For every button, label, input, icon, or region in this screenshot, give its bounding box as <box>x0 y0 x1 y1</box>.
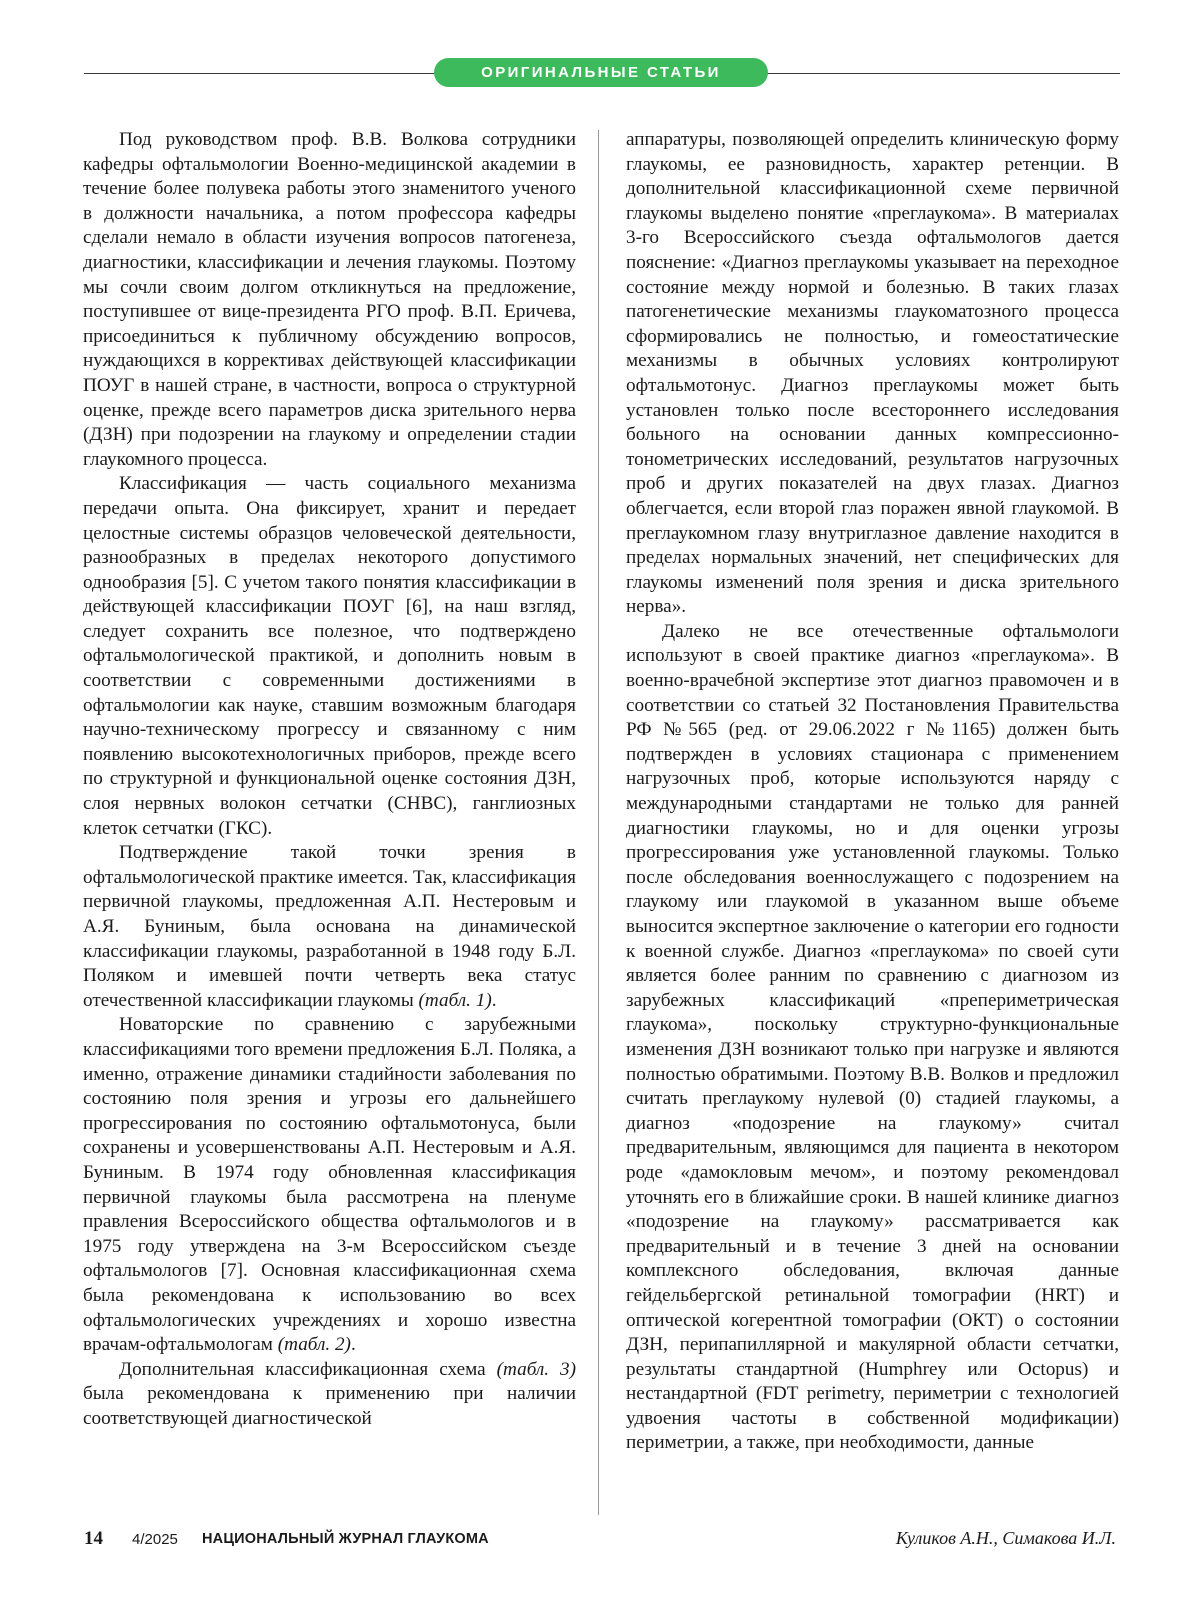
table-reference: (табл. 1) <box>419 990 492 1011</box>
table-reference: (табл. 2) <box>278 1334 351 1355</box>
page-footer <box>84 1528 1116 1554</box>
paragraph: Классификация — часть социального механизма передачи опыта. Она фиксирует, хранит и передает целостные системы образцов человеческой деятельности, разнообразных в пределах некоторого допустимого однообразия [5]. С учетом такого понятия классификации в действующей классификации ПОУГ [6], на наш взгляд, следует сохранить все полезное, что подтверждено офтальмологической практикой, и дополнить новым в соответствии с современными достижениями в офтальмологии как науке, ставшим возможным благодаря научно-техническому прогрессу и связанному с ним появлению высокотехнологичных приборов, прежде всего по структурной и функциональной оценке состояния ДЗН, слоя нервных волокон сетчатки (СНВС), ганглиозных клеток сетчатки (ГКС). <box>83 472 576 841</box>
authors: Куликов А.Н., Симакова И.Л. <box>896 1528 1116 1549</box>
table-reference: (табл. 3) <box>497 1359 576 1380</box>
paragraph <box>83 1358 576 1432</box>
paragraph-text: была рекомендована к применению при наличии соответствующей диагностической <box>83 1383 576 1429</box>
journal-title: НАЦИОНАЛЬНЫЙ ЖУРНАЛ ГЛАУКОМА <box>202 1531 489 1547</box>
left-column <box>83 128 576 1431</box>
paragraph: Под руководством проф. В.В. Волкова сотрудники кафедры офтальмологии Военно-медицинской академии в течение более полувека работы этого знаменитого ученого в должности начальника, а потом профессора кафедры сделали немало в области изучения вопросов патогенеза, диагностики, классификации и лечения глаукомы. Поэтому мы сочли своим долгом откликнуться на предложение, поступившее от вице-президента РГО проф. В.П. Еричева, присоединиться к публичному обсуждению вопросов, нуждающихся в коррективах действующей классификации ПОУГ в нашей стране, в частности, вопроса о структурной оценке, прежде всего параметров диска зрительного нерва (ДЗН) при подозрении на глаукому и определении стадии глаукомного процесса. <box>83 128 576 472</box>
paragraph-text: Подтверждение такой точки зрения в офтальмологической практике имеется. Так, классификация первичной глаукомы, предложенная А.П. Нестеровым и А.Я. Буниным, была основана на динамической классификации глаукомы, разработанной в 1948 году Б.Л. Поляком и имевшей почти четверть века статус отечественной классификации глаукомы <box>83 842 576 1011</box>
paragraph: Подтверждение такой точки зрения в офтальмологической практике имеется. Так, классификация первичной глаукомы, предложенная А.П. Нестеровым и А.Я. Буниным, была основана на динамической классификации глаукомы, разработанной в 1948 году Б.Л. Поляком и имевшей почти четверть века статус отечественной классификации глаукомы (табл. 1). <box>83 841 576 1013</box>
paragraph: Далеко не все отечественные офтальмологи используют в своей практике диагноз «преглаукома». В военно-врачебной экспертизе этот диагноз правомочен и в соответствии со статьей 32 Постановления Правительства РФ №565 (ред. от 29.06.2022 г №1165) должен быть подтвержден в условиях стационара с применением нагрузочных проб, которые используются наряду с международными стандартами не только для ранней диагностики глаукомы, но и для оценки угрозы прогрессирования уже установленной глаукомы. Только после обследования военнослужащего с подозрением на глаукому или глаукомой в указанном выше объеме выносится экспертное заключение о категории его годности к военной службе. Диагноз «преглаукома» по своей сути является более ранним по сравнению с диагнозом из зарубежных классификаций «препериметрическая глаукома», поскольку структурно-функциональные изменения ДЗН возникают только при нагрузке и являются полностью обратимыми. Поэтому В.В. Волков и предложил считать преглаукому нулевой (0) стадией глаукомы, а диагноз «подозрение на глаукому» считал предварительным, являющимся для пациента в некотором роде «дамокловым мечом», и поэтому рекомендовал уточнять его в ближайшие сроки. В нашей клинике диагноз «подозрение на глаукому» рассматривается как предварительный и в течение 3 дней на основании комплексного обследования, включая данные гейдельбергской ретинальной томографии (HRT) и оптической когерентной томографии (ОКТ) о состоянии ДЗН, перипапиллярной и макулярной области сетчатки, результаты стандартной (Humphrey или Octopus) и нестандартной (FDT perimetry, периметрии с технологией удвоения частоты в собственной модификации) периметрии, а также, при необходимости, данные <box>626 620 1119 1456</box>
right-column <box>626 128 1119 1456</box>
paragraph-text: Новаторские по сравнению с зарубежными классификациями того времени предложения Б.Л. Поляка, а именно, отражение динамики стадийности заболевания по состоянию поля зрения и угрозы его дальнейшего прогрессирования по состоянию офтальмотонуса, были сохранены и усовершенствованы А.П. Нестеровым и А.Я. Буниным. В 1974 году обновленная классификация первичной глаукомы была рассмотрена на пленуме правления Всероссийского общества офтальмологов и в 1975 году утверждена на 3-м Всероссийском съезде офтальмологов [7]. Основная классификационная схема была рекомендована к использованию во всех офтальмологических учреждениях и хорошо известна врачам-офтальмологам <box>83 1014 576 1355</box>
paragraph-text: Дополнительная классификационная схема <box>119 1359 486 1380</box>
page-number: 14 <box>84 1528 103 1550</box>
issue-number: 4/2025 <box>132 1531 178 1548</box>
section-label: ОРИГИНАЛЬНЫЕ СТАТЬИ <box>434 58 768 87</box>
paragraph: аппаратуры, позволяющей определить клиническую форму глаукомы, ее разновидность, характер ретенции. В дополнительной классификационной схеме первичной глаукомы выделено понятие «преглаукома». В материалах 3-го Всероссийского съезда офтальмологов дается пояснение: «Диагноз преглаукомы указывает на переходное состояние между нормой и болезнью. В таких глазах патогенетические механизмы глаукоматозного процесса сформировались не полностью, и гомеостатические механизмы в обычных условиях контролируют офтальмотонус. Диагноз преглаукомы может быть установлен только после всестороннего исследования больного на основании данных компрессионно-тонометрических исследований, результатов нагрузочных проб и других показателей на двух глазах. Диагноз облегчается, если второй глаз поражен явной глаукомой. В преглаукомном глазу внутриглазное давление находится в пределах нормальных значений, нет специфических для глаукомы изменений поля зрения и диска зрительного нерва». <box>626 128 1119 620</box>
paragraph: Новаторские по сравнению с зарубежными классификациями того времени предложения Б.Л. Поляка, а именно, отражение динамики стадийности заболевания по состоянию поля зрения и угрозы его дальнейшего прогрессирования по состоянию офтальмотонуса, были сохранены и усовершенствованы А.П. Нестеровым и А.Я. Буниным. В 1974 году обновленная классификация первичной глаукомы была рассмотрена на пленуме правления Всероссийского общества офтальмологов и в 1975 году утверждена на 3-м Всероссийском съезде офтальмологов [7]. Основная классификационная схема была рекомендована к использованию во всех офтальмологических учреждениях и хорошо известна врачам-офтальмологам (табл. 2). <box>83 1013 576 1357</box>
column-divider <box>598 130 599 1515</box>
